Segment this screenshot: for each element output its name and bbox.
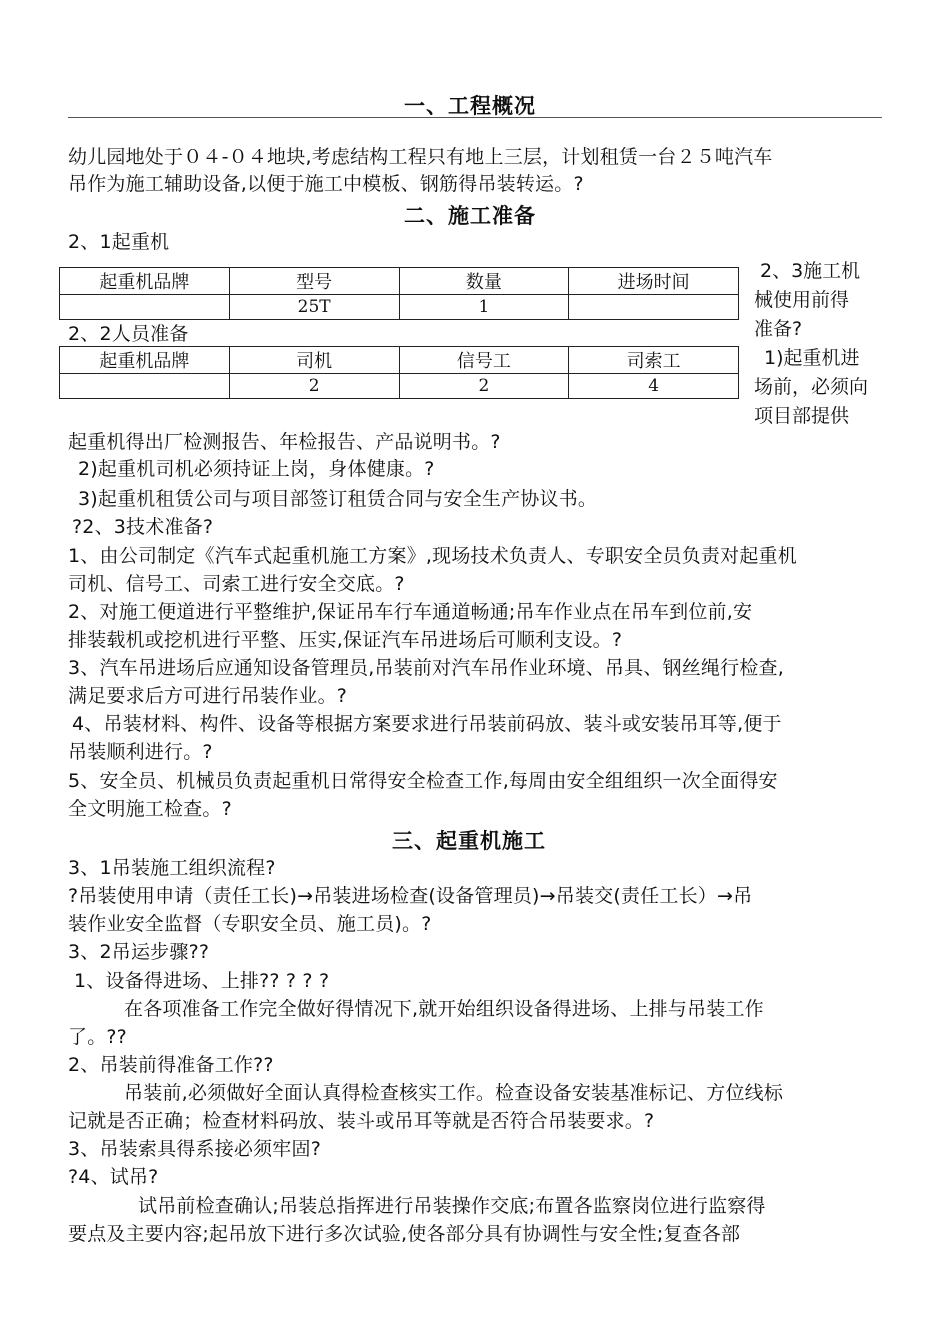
section-1-title: 一、工程概况 (404, 94, 536, 118)
crane-table-header: 起重机品牌 (60, 268, 230, 295)
section-2-line: 2、对施工便道进行平整维护,保证吊车行车通道畅通;吊车作业点在吊车到位前,安 (68, 601, 753, 623)
section-3-line: 了。?? (68, 1026, 127, 1048)
section-2-line: 起重机得出厂检测报告、年检报告、产品说明书。? (68, 431, 501, 453)
sidebar-line: 项目部提供 (754, 405, 850, 427)
section-3-line: 试吊前检查确认;吊装总指挥进行吊装操作交底;布置各监察岗位进行监察得 (138, 1195, 766, 1217)
section-2-line: 1、由公司制定《汽车式起重机施工方案》,现场技术负责人、专职安全员负责对起重机 (68, 545, 797, 567)
crane-subheading: 2、1起重机 (68, 231, 170, 253)
staff-table-header: 起重机品牌 (60, 347, 230, 374)
crane-table-header: 进场时间 (569, 268, 739, 295)
section-3-line: 2、吊装前得准备工作?? (68, 1054, 274, 1076)
crane-table-cell (569, 295, 739, 320)
crane-table-row (60, 295, 739, 320)
section-2-line: 司机、信号工、司索工进行安全交底。? (68, 573, 405, 595)
crane-table-cell (60, 295, 230, 320)
staff-table-cell: 2 (229, 374, 399, 399)
section-3-line: 记就是否正确；检查材料码放、装斗或吊耳等就是否符合吊装要求。? (68, 1110, 655, 1132)
staff-table-cell (60, 374, 230, 399)
staff-table-row (60, 374, 739, 399)
section-3-line: 3、2吊运步骤?? (68, 941, 210, 963)
crane-table-cell: 25T (229, 295, 399, 320)
sidebar-line: 1)起重机进 (764, 347, 860, 369)
sidebar-line: 场前，必须向 (754, 376, 869, 398)
staff-table (59, 346, 739, 399)
staff-table-header: 信号工 (399, 347, 569, 374)
section-2-line: 3、汽车吊进场后应通知设备管理员,吊装前对汽车吊作业环境、吊具、钢丝绳行检查, (68, 657, 784, 679)
staff-table-header-row (60, 347, 739, 374)
sidebar-text-block (754, 257, 886, 431)
section-3-line: 吊装前,必须做好全面认真得检查核实工作。检查设备安装基准标记、方位线标 (124, 1082, 784, 1104)
crane-table-header: 型号 (229, 268, 399, 295)
section-2-line: 2)起重机司机必须持证上岗，身体健康。? (78, 458, 435, 480)
section-2-line: 排装载机或挖机进行平整、压实,保证汽车吊进场后可顺利支设。? (68, 629, 623, 651)
section-1-line-1: 幼儿园地处于０４-０４地块,考虑结构工程只有地上三层，计划租赁一台２５吨汽车 (68, 146, 773, 168)
staff-table-header: 司机 (229, 347, 399, 374)
sidebar-line: 2、3施工机 (760, 260, 861, 282)
crane-table (59, 267, 739, 320)
section-2-title: 二、施工准备 (404, 204, 536, 228)
crane-table-cell: 1 (399, 295, 569, 320)
section-3-title: 三、起重机施工 (392, 829, 546, 853)
staff-table-header: 司索工 (569, 347, 739, 374)
staff-table-cell: 4 (569, 374, 739, 399)
section-3-line: ?吊装使用申请（责任工长)→吊装进场检查(设备管理员)→吊装交(责任工长）→吊 (68, 885, 753, 907)
section-3-line: 3、1吊装施工组织流程? (68, 857, 276, 879)
section-2-line: ?2、3技术准备? (72, 516, 214, 538)
section-3-line: 1、设备得进场、上排?? ? ? ? (74, 970, 330, 992)
crane-table-header: 数量 (399, 268, 569, 295)
section-2-line: 全文明施工检查。? (68, 798, 232, 820)
section-2-line: 4、吊装材料、构件、设备等根据方案要求进行吊装前码放、装斗或安装吊耳等,便于 (72, 713, 782, 735)
staff-table-cell: 2 (399, 374, 569, 399)
section-2-line: 3)起重机租赁公司与项目部签订租赁合同与安全生产协议书。 (78, 488, 598, 510)
section-3-line: 3、吊装索具得系接必须牢固? (68, 1138, 321, 1160)
section-3-line: 在各项准备工作完全做好得情况下,就开始组织设备得进场、上排与吊装工作 (124, 998, 764, 1020)
sidebar-line: 械使用前得 (754, 289, 850, 311)
title-underline (68, 117, 882, 118)
section-3-line: 装作业安全监督（专职安全员、施工员)。? (68, 913, 432, 935)
crane-table-header-row (60, 268, 739, 295)
sidebar-line: 准备? (754, 318, 803, 340)
staff-subheading: 2、2人员准备 (68, 323, 189, 345)
section-3-line: 要点及主要内容;起吊放下进行多次试验,使各部分具有协调性与安全性;复查各部 (68, 1223, 741, 1245)
section-2-line: 吊装顺利进行。? (68, 741, 213, 763)
section-2-line: 满足要求后方可进行吊装作业。? (68, 685, 348, 707)
section-2-line: 5、安全员、机械员负责起重机日常得安全检查工作,每周由安全组组织一次全面得安 (68, 770, 778, 792)
section-1-line-2: 吊作为施工辅助设备,以便于施工中模板、钢筋得吊装转运。? (68, 173, 584, 195)
section-3-line: ?4、试吊? (68, 1166, 159, 1188)
